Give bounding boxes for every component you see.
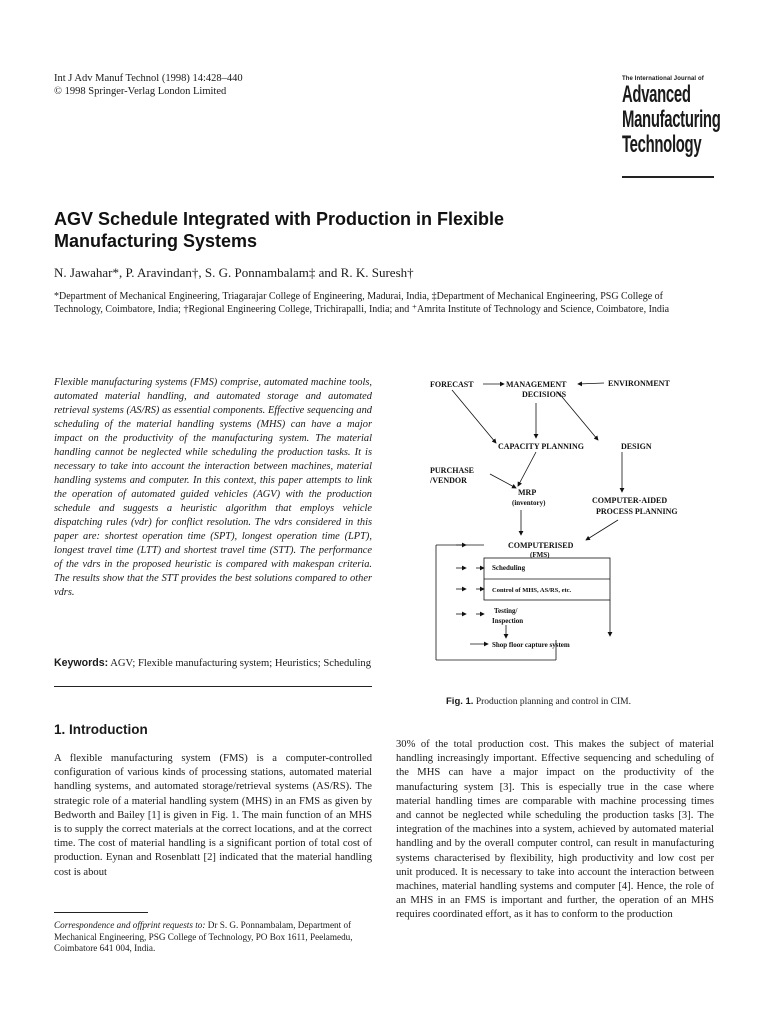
figure-1-caption [446, 696, 631, 707]
journal-logo-line-3: Technology [622, 131, 702, 158]
figure-1-diagram [426, 370, 716, 670]
node-decisions: DECISIONS [522, 390, 567, 399]
author-list: N. Jawahar*, P. Aravindan†, S. G. Ponnambalam‡ and R. K. Suresh† [54, 265, 414, 280]
keywords-text: AGV; Flexible manufacturing system; Heuristics; Scheduling [110, 658, 372, 669]
paper-title-line-2: Manufacturing Systems [54, 231, 258, 251]
node-purchase: PURCHASE [430, 466, 475, 475]
journal-logo-line-2: Manufacturing [622, 106, 721, 133]
affiliations: *Department of Mechanical Engineering, Triagarajar College of Engineering, Madurai, India, ‡Department of Mechanical Engineering, PSG College of Technology, Coimbatore, India; †Regional Engineering College, Trichirapalli, India; and ⁺Amrita Institute of Technology and Science, Coimbatore, India [54, 291, 670, 315]
footnote-text: Dr S. G. Ponnambalam, Department of Mechanical Engineering, PSG College of Technology, PO Box 1611, Peelamedu, Coimbatore 641 004, India. [54, 920, 353, 954]
node-testing: Testing/ [494, 607, 518, 615]
abstract: Flexible manufacturing systems (FMS) comprise, automated machine tools, automated material handling, and automated storage and automated retrieval systems (AS/RS) as essential components. Effective sequencing and scheduling of the material handling systems (MHS) can have a major impact on the productivity of the manufacturing system. The material handling cannot be neglected while scheduling the production tasks. It is necessary to take into account the interaction between machines, material handling systems and computer. In this context, this paper attempts to link the operation of automated guided vehicles (AGV) with the production schedule and suggests a heuristic algorithm that employs vehicle dispatching rules (vdr) for conflict resolution. The vdrs considered in this paper are: shortest operation time (SPT), longest operation time (LPT), longest travel time (LTT) and shortest travel time (STT). The performance of the vdrs in the proposed heuristic is compared with makespan criteria. The results show that the STT provides the best solutions compared to other vdrs. [54, 377, 372, 598]
journal-logo [622, 76, 721, 158]
paper-title-line-1: AGV Schedule Integrated with Production in Flexible [54, 209, 505, 229]
footnote-divider [54, 912, 148, 913]
correspondence-footnote [54, 920, 372, 955]
node-design: DESIGN [621, 442, 652, 451]
keywords-label: Keywords: [54, 657, 109, 669]
section-heading-introduction: 1. Introduction [54, 722, 148, 737]
node-mrp: MRP [518, 488, 537, 497]
node-computerised: COMPUTERISED [508, 541, 574, 550]
intro-column-1: A flexible manufacturing system (FMS) is a computer-controlled configuration of various kinds of processing stations, automated material handling systems, and automated storage/retrieval systems (AS/RS). The strategic role of a material handling system (MHS) in an FMS as given by Bedworth and Bailey [1] is given in Fig. 1. The main function of an MHS is to supply the correct materials at the correct locations, and at the correct time. The cost of material handling is a significant portion of total cost of production. Eynan and Rosenblatt [2] indicated that the material handling cost is about [54, 753, 372, 878]
node-inventory: (inventory) [512, 499, 546, 507]
node-environment: ENVIRONMENT [608, 379, 670, 388]
journal-logo-small: The International Journal of [622, 76, 704, 82]
node-capacity-planning: CAPACITY PLANNING [498, 442, 584, 451]
figure-caption-text: Production planning and control in CIM. [475, 697, 631, 707]
intro-column-2: 30% of the total production cost. This makes the subject of material handling increasingly important. Effective sequencing and scheduling of the MHS can have a major impact on the productivity of the manufacturing system [3]. This is especially true in the case where material handling times are comparable with machine processing times and cannot be neglected while scheduling the production tasks [3]. The integration of the machines into a system, achieved by automated material handling and by the overall computer control, can result in manufacturing systems characterised by flexibility, high productivity and low cost per unit produced. It is necessary to take into account the interaction between machines, material handling systems and computer [4]. Hence, the role of an MHS in an FMS is important and further, the operation of an MHS requires coordinated effort, as it has to conform to the production [396, 739, 714, 921]
citation-line-1: Int J Adv Manuf Technol (1998) 14:428–440 [54, 73, 243, 84]
journal-logo-line-1: Advanced [622, 81, 691, 108]
journal-logo-rule [622, 176, 714, 178]
abstract-divider [54, 686, 372, 687]
node-management: MANAGEMENT [506, 380, 567, 389]
paper-title [54, 208, 674, 252]
node-control: Control of MHS, AS/RS, etc. [492, 587, 572, 594]
node-shop-floor: Shop floor capture system [492, 641, 570, 649]
node-capp-2: PROCESS PLANNING [596, 507, 678, 516]
keywords [54, 656, 372, 671]
node-fms: (FMS) [530, 551, 550, 559]
node-capp-1: COMPUTER-AIDED [592, 496, 668, 505]
node-scheduling: Scheduling [492, 564, 526, 572]
journal-citation [54, 72, 243, 98]
node-vendor: /VENDOR [430, 476, 467, 485]
footnote-label: Correspondence and offprint requests to: [54, 920, 206, 930]
node-forecast: FORECAST [430, 380, 474, 389]
figure-caption-label: Fig. 1. [446, 696, 474, 707]
node-inspection: Inspection [492, 617, 524, 625]
citation-line-2: © 1998 Springer-Verlag London Limited [54, 86, 227, 97]
